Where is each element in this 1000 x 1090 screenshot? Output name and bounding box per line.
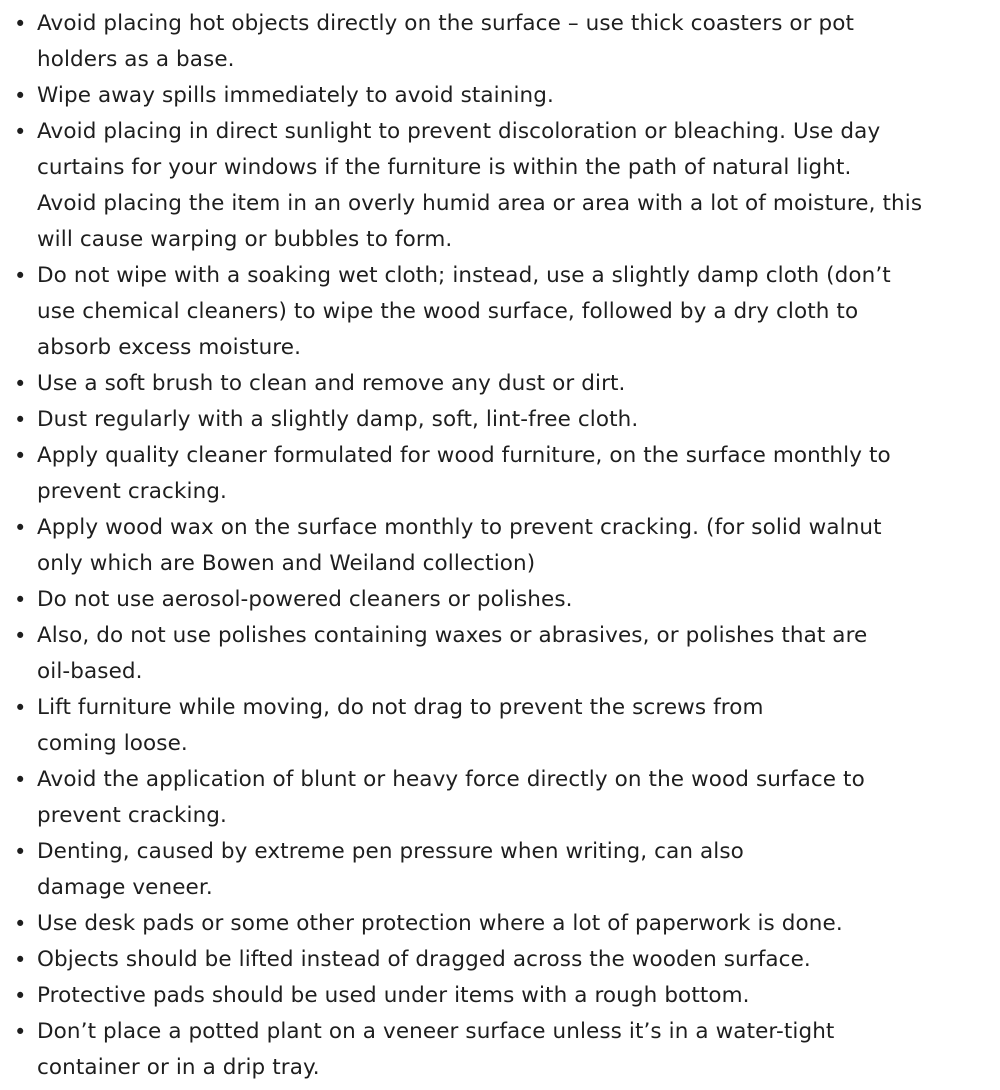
bullet-icon: • [14,1020,27,1044]
bullet-icon: • [14,948,27,972]
list-item [0,906,1000,942]
list-item [0,618,1000,690]
bullet-icon: • [14,984,27,1008]
bullet-icon: • [14,408,27,432]
list-item [0,942,1000,978]
list-item-text: Wipe away spills immediately to avoid staining. [37,83,554,108]
list-item-text: use chemical cleaners) to wipe the wood surface, followed by a dry cloth to [37,299,859,324]
bullet-icon: • [14,12,27,36]
bullet-icon: • [14,264,27,288]
list-item-text: Avoid placing the item in an overly humid area or area with a lot of moisture, this [37,191,923,216]
list-item-text: Avoid placing in direct sunlight to prevent discoloration or bleaching. Use day [37,119,881,144]
list-item [0,366,1000,402]
list-item-text: Use desk pads or some other protection where a lot of paperwork is done. [37,911,843,936]
bullet-icon: • [14,696,27,720]
list-item [0,978,1000,1014]
bullet-icon: • [14,840,27,864]
list-item-text: Lift furniture while moving, do not drag to prevent the screws from [37,695,764,720]
list-item-text: Avoid placing hot objects directly on the surface – use thick coasters or pot [37,11,855,36]
list-item-text: will cause warping or bubbles to form. [37,227,453,252]
list-item-text: oil-based. [37,659,143,684]
list-item-text: Don’t place a potted plant on a veneer surface unless it’s in a water-tight [37,1019,835,1044]
list-item [0,402,1000,438]
list-item [0,834,1000,906]
list-item-text: Objects should be lifted instead of dragged across the wooden surface. [37,947,811,972]
bullet-icon: • [14,444,27,468]
bullet-icon: • [14,912,27,936]
list-item-text: coming loose. [37,731,188,756]
list-item-text: Do not wipe with a soaking wet cloth; instead, use a slightly damp cloth (don’t [37,263,891,288]
bullet-icon: • [14,768,27,792]
list-item-text: container or in a drip tray. [37,1055,320,1080]
bullet-icon: • [14,84,27,108]
list-item-text: holders as a base. [37,47,235,72]
list-item [0,690,1000,762]
list-item [0,114,1000,258]
bullet-icon: • [14,120,27,144]
bullet-icon: • [14,372,27,396]
list-item-text: prevent cracking. [37,479,227,504]
list-item [0,510,1000,582]
list-item-text: curtains for your windows if the furniture is within the path of natural light. [37,155,852,180]
bullet-icon: • [14,588,27,612]
list-item-text: Apply wood wax on the surface monthly to prevent cracking. (for solid walnut [37,515,882,540]
list-item [0,258,1000,366]
list-item [0,762,1000,834]
list-item-text: only which are Bowen and Weiland collection) [37,551,536,576]
list-item-text: absorb excess moisture. [37,335,302,360]
bullet-icon: • [14,516,27,540]
list-item-text: Avoid the application of blunt or heavy force directly on the wood surface to [37,767,865,792]
list-item-text: Apply quality cleaner formulated for wood furniture, on the surface monthly to [37,443,891,468]
bullet-icon: • [14,624,27,648]
list-item [0,78,1000,114]
list-item-text: Denting, caused by extreme pen pressure when writing, can also [37,839,744,864]
list-item [0,6,1000,78]
list-item [0,1014,1000,1086]
list-item-text: Protective pads should be used under items with a rough bottom. [37,983,750,1008]
list-item-text: damage veneer. [37,875,213,900]
list-item [0,582,1000,618]
list-item-text: prevent cracking. [37,803,227,828]
list-item-text: Also, do not use polishes containing waxes or abrasives, or polishes that are [37,623,868,648]
list-item-text: Do not use aerosol-powered cleaners or polishes. [37,587,573,612]
list-item-text: Use a soft brush to clean and remove any dust or dirt. [37,371,626,396]
list-item [0,438,1000,510]
list-item-text: Dust regularly with a slightly damp, soft, lint-free cloth. [37,407,639,432]
